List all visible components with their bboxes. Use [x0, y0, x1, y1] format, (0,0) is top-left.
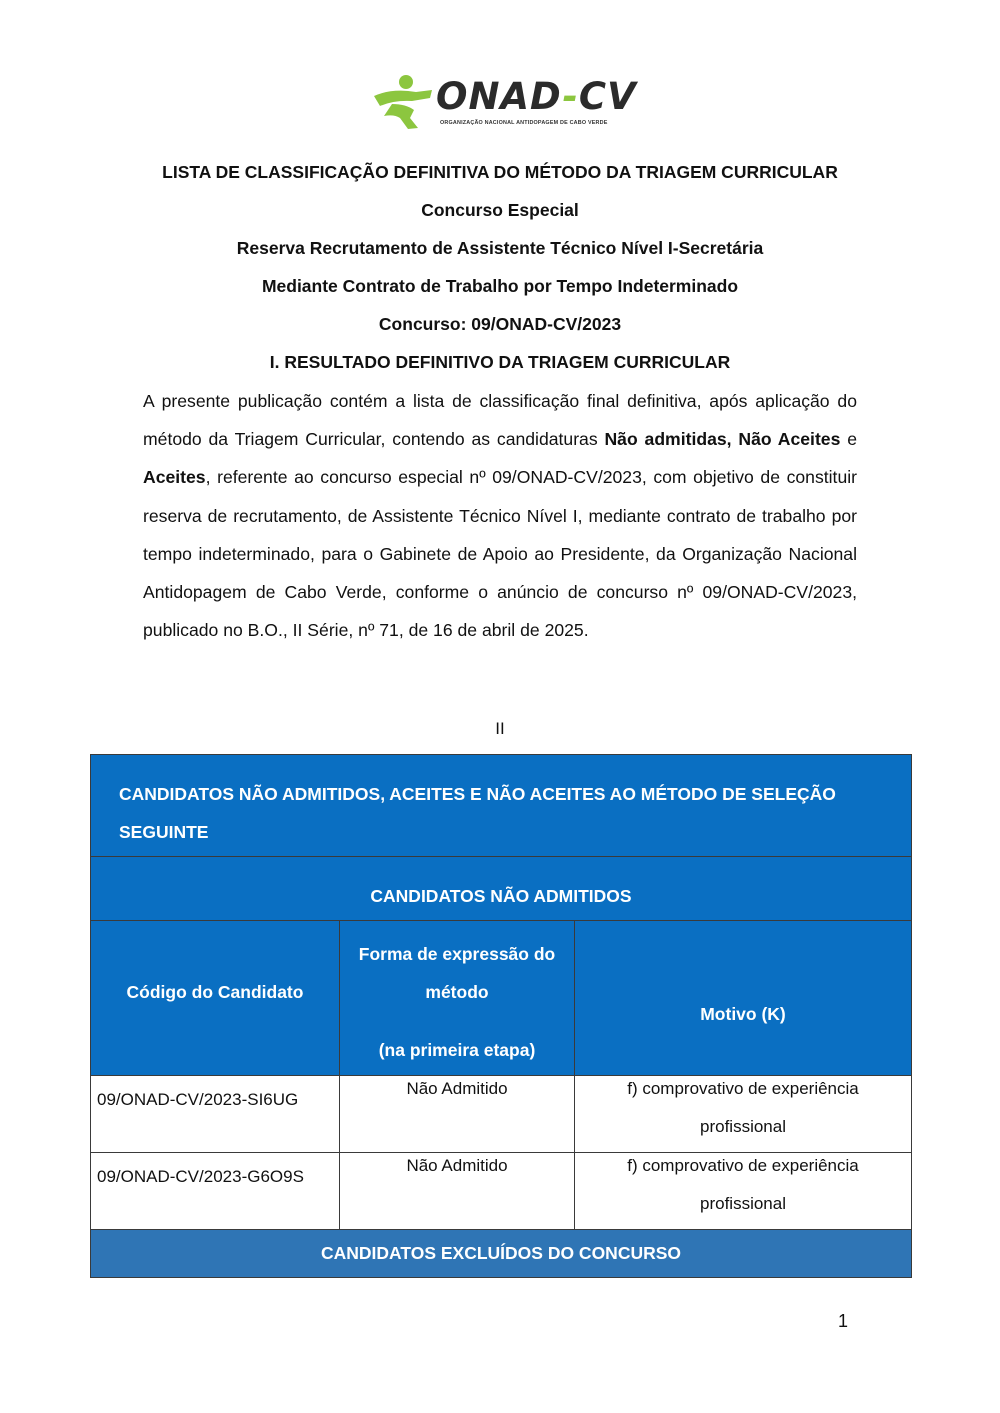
- row-1-code-text: 09/ONAD-CV/2023-SI6UG: [97, 1090, 299, 1109]
- candidates-table: [90, 754, 912, 1278]
- section-excluded: [90, 1229, 912, 1278]
- banner-line-2: SEGUINTE: [119, 822, 209, 842]
- row-1-reason-line-2: profissional: [700, 1117, 786, 1136]
- table-row-2-reason: [574, 1152, 912, 1230]
- row-2-form-text: Não Admitido: [406, 1156, 508, 1175]
- header-code: [90, 920, 340, 1076]
- intro-paragraph: A presente publicação contém a lista de classificação final definitiva, após aplicação do método da Triagem Curricular, contendo as candidaturas Não admitidas, Não Aceites e Aceites, referente ao concurso especial nº 09/ONAD-CV/2023, com objetivo de constituir reserva de recrutamento, de Assistente Técnico Nível I, mediante contrato de trabalho por tempo indeterminado, para o Gabinete de Apoio ao Presidente, da Organização Nacional Antidopagem de Cabo Verde, conforme o anúncio de concurso nº 09/ONAD-CV/2023, publicado no B.O., II Série, nº 71, de 16 de abril de 2025.: [143, 391, 857, 641]
- table-row-1-reason: [574, 1075, 912, 1153]
- section-excluded-label: CANDIDATOS EXCLUÍDOS DO CONCURSO: [320, 1243, 682, 1263]
- table-row-2-form: [339, 1152, 575, 1230]
- row-1-form-text: Não Admitido: [406, 1079, 508, 1098]
- section-numeral: II: [495, 719, 505, 738]
- section-heading: I. RESULTADO DEFINITIVO DA TRIAGEM CURRICULAR: [269, 352, 731, 372]
- contest-number: Concurso: 09/ONAD-CV/2023: [378, 314, 622, 334]
- banner-line-1: CANDIDATOS NÃO ADMITIDOS, ACEITES E NÃO ACEITES AO MÉTODO DE SELEÇÃO: [119, 784, 836, 804]
- document-title: LISTA DE CLASSIFICAÇÃO DEFINITIVA DO MÉTODO DA TRIAGEM CURRICULAR: [162, 162, 838, 182]
- header-form-line-1: Forma de expressão do: [358, 944, 556, 964]
- table-row-1-form: [339, 1075, 575, 1153]
- header-form-line-3: (na primeira etapa): [378, 1040, 536, 1060]
- row-2-reason-line-2: profissional: [700, 1194, 786, 1213]
- logo-subtitle: ORGANIZAÇÃO NACIONAL ANTIDOPAGEM DE CABO VERDE: [440, 120, 608, 126]
- contract-type: Mediante Contrato de Trabalho por Tempo Indeterminado: [261, 276, 739, 296]
- onad-cv-logo: [372, 74, 637, 132]
- page-number: 1: [838, 1311, 849, 1331]
- header-reason: [574, 920, 912, 1076]
- header-code-label: Código do Candidato: [126, 982, 304, 1002]
- header-form: [339, 920, 575, 1076]
- runner-icon: [372, 74, 436, 130]
- table-row-2-code: [90, 1152, 340, 1230]
- header-form-line-2: método: [425, 982, 489, 1002]
- logo-wordmark: ONAD-CV: [436, 75, 637, 118]
- row-2-code-text: 09/ONAD-CV/2023-G6O9S: [97, 1167, 304, 1186]
- header-reason-label: Motivo (K): [700, 1004, 786, 1024]
- section-not-admitted-label: CANDIDATOS NÃO ADMITIDOS: [370, 886, 632, 906]
- section-not-admitted: [90, 856, 912, 921]
- contest-type: Concurso Especial: [421, 200, 579, 220]
- position-title: Reserva Recrutamento de Assistente Técnico Nível I-Secretária: [236, 238, 764, 258]
- row-1-reason-line-1: f) comprovativo de experiência: [627, 1079, 859, 1098]
- table-row-1-code: [90, 1075, 340, 1153]
- row-2-reason-line-1: f) comprovativo de experiência: [627, 1156, 859, 1175]
- table-banner: [90, 754, 912, 857]
